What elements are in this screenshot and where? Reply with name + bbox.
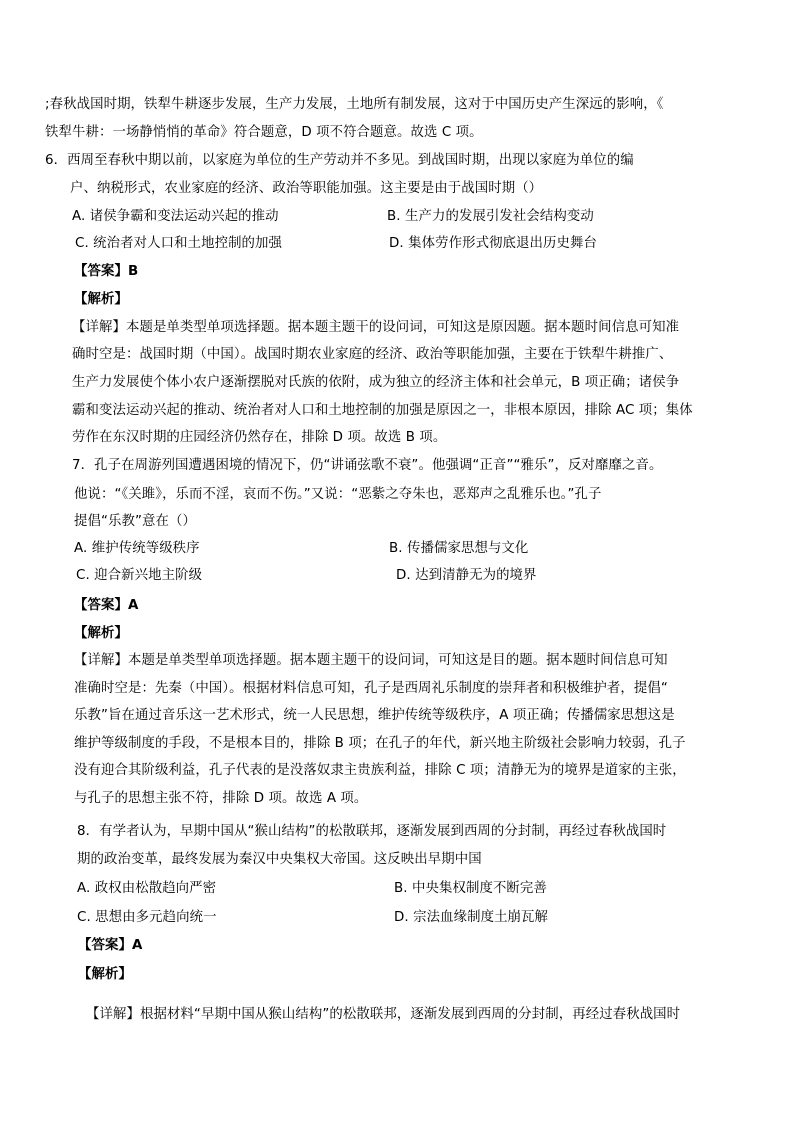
q8-option-a: A. 政权由松散趋向严密 xyxy=(77,881,217,896)
continuation-line-2: 铁犁牛耕：一场静悄悄的革命》符合题意，D 项不符合题意。故选 C 项。 xyxy=(45,125,483,140)
q7-option-a: A. 维护传统等级秩序 xyxy=(74,541,200,556)
q7-detail-line-5: 没有迎合其阶级利益，孔子代表的是没落奴隶主贵族利益，排除 C 项；清静无为的境界是道家的主张， xyxy=(74,763,686,778)
q7-stem-line-1: 7．孔子在周游列国遭遇困境的情况下，仍“讲诵弦歌不衰”。他强调“正音”“雅乐”，反对靡靡之音。 xyxy=(72,458,663,473)
q8-stem-line-1: 8．有学者认为，早期中国从“猴山结构”的松散联邦，逐渐发展到西周的分封制，再经过春秋战国时 xyxy=(77,824,667,839)
q6-detail-line-3: 生产力发展使个体小农户逐渐摆脱对氏族的依附，成为独立的经济主体和社会单元，B 项正确；诸侯争 xyxy=(72,375,680,390)
q7-detail-line-4: 维护等级制度的手段，不是根本目的，排除 B 项；在孔子的年代，新兴地主阶级社会影响力较弱，孔子 xyxy=(74,736,686,751)
q7-analysis-label: 【解析】 xyxy=(74,626,128,641)
q6-detail-line-1: 【详解】本题是单类型单项选择题。据本题主题干的设问词，可知这是原因题。据本题时间信息可知准 xyxy=(72,320,680,335)
q6-detail-line-4: 霸和变法运动兴起的推动、统治者对人口和土地控制的加强是原因之一，非根本原因，排除 AC 项；集体 xyxy=(72,403,693,418)
q7-option-c: C. 迎合新兴地主阶级 xyxy=(76,568,203,583)
q8-option-c: C. 思想由多元趋向统一 xyxy=(77,910,217,925)
q6-answer: 【答案】B xyxy=(74,264,139,279)
q7-detail-line-1: 【详解】本题是单类型单项选择题。据本题主题干的设问词，可知这是目的题。据本题时间信息可知 xyxy=(74,653,668,668)
q7-answer: 【答案】A xyxy=(74,598,139,613)
q7-option-d: D. 达到清静无为的境界 xyxy=(396,568,537,583)
q6-option-d: D. 集体劳作形式彻底退出历史舞台 xyxy=(389,236,597,251)
q7-stem-line-3: 提倡“乐教”意在（） xyxy=(74,514,196,529)
q7-stem-line-2: 他说：“《关雎》，乐而不淫，哀而不伤。”又说：“恶紫之夺朱也，恶郑声之乱雅乐也。”孔子 xyxy=(74,487,602,502)
q6-stem-line-2: 户、纳税形式，农业家庭的经济、政治等职能加强。这主要是由于战国时期（） xyxy=(70,181,543,196)
q6-detail-line-5: 劳作在东汉时期的庄园经济仍然存在，排除 D 项。故选 B 项。 xyxy=(72,430,447,445)
q6-stem-line-1: 6．西周至春秋中期以前，以家庭为单位的生产劳动并不多见。到战国时期，出现以家庭为单位的编 xyxy=(45,153,634,168)
q6-analysis-label: 【解析】 xyxy=(74,292,128,307)
q8-analysis-label: 【解析】 xyxy=(78,967,132,982)
q8-option-b: B. 中央集权制度不断完善 xyxy=(394,881,547,896)
q7-detail-line-2: 准确时空是：先秦（中国）。根据材料信息可知，孔子是西周礼乐制度的崇拜者和积极维护者，提倡“ xyxy=(74,681,668,696)
q8-detail-line-1: 【详解】根据材料“早期中国从猴山结构”的松散联邦，逐渐发展到西周的分封制，再经过春秋战国时 xyxy=(86,1007,681,1022)
q7-option-b: B. 传播儒家思想与文化 xyxy=(389,541,529,556)
q7-detail-line-6: 与孔子的思想主张不符，排除 D 项。故选 A 项。 xyxy=(74,791,368,806)
q7-detail-line-3: 乐教”旨在通过音乐这一艺术形式，统一人民思想，维护传统等级秩序，A 项正确；传播儒家思想这是 xyxy=(74,708,675,723)
q6-option-a: A. 诸侯争霸和变法运动兴起的推动 xyxy=(72,209,279,224)
q8-stem-line-2: 期的政治变革，最终发展为秦汉中央集权大帝国。这反映出早期中国 xyxy=(77,852,482,867)
q8-answer: 【答案】A xyxy=(78,938,143,953)
q8-option-d: D. 宗法血缘制度土崩瓦解 xyxy=(394,910,549,925)
q6-detail-line-2: 确时空是：战国时期（中国）。战国时期农业家庭的经济、政治等职能加强，主要在于铁犁牛耕推广、 xyxy=(72,347,673,362)
q6-option-b: B. 生产力的发展引发社会结构变动 xyxy=(387,209,594,224)
continuation-line-1: ;春秋战国时期，铁犁牛耕逐步发展，生产力发展，土地所有制发展，这对于中国历史产生深远的影响，《 xyxy=(45,97,664,112)
q6-option-c: C. 统治者对人口和土地控制的加强 xyxy=(75,236,283,251)
